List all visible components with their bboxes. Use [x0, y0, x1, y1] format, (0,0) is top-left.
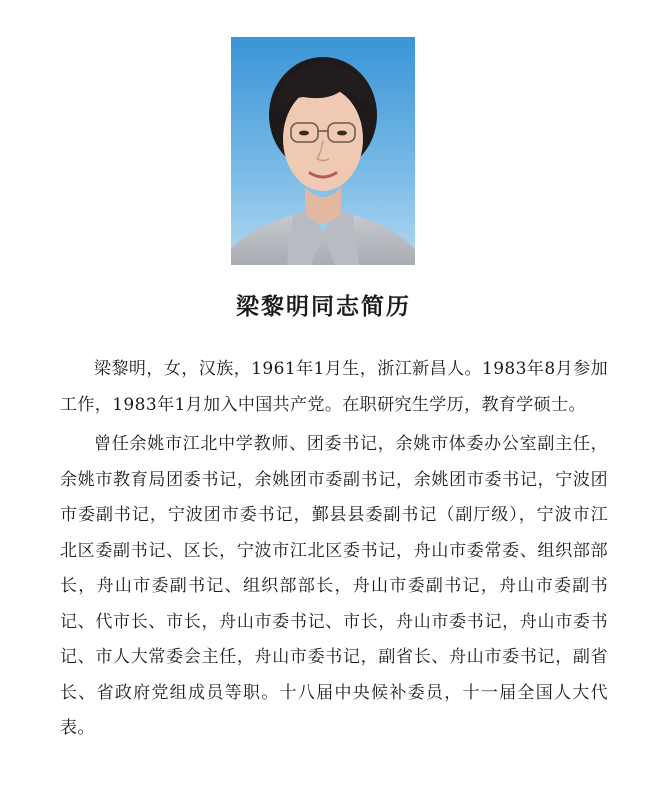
bio-paragraph-basic-info: 梁黎明，女，汉族，1961年1月生，浙江新昌人。1983年8月参加工作，1983年1月加入中国共产党。在职研究生学历，教育学硕士。 [60, 359, 608, 415]
bio-paragraph-career: 曾任余姚市江北中学教师、团委书记，余姚市体委办公室副主任，余姚市教育局团委书记，余姚团市委副书记，余姚团市委书记，宁波团市委副书记，宁波团市委书记，鄞县县委副书记（副厅级），宁波市江北区委副书记、区长，宁波市江北区委书记，舟山市委常委、组织部部长，舟山市委副书记、组织部部长，舟山市委副书记，舟山市委副书记、代市长、市长，舟山市委书记、市长，舟山市委书记，舟山市委书记、市人大常委会主任，舟山市委书记，副省长、舟山市委书记，副省长、省政府党组成员等职。十八届中央候补委员，十一届全国人大代表。 [60, 434, 608, 738]
portrait-icon [231, 37, 415, 265]
page-title: 梁黎明同志简历 [236, 293, 411, 320]
biography-text [60, 352, 608, 751]
portrait-photo [231, 37, 415, 265]
